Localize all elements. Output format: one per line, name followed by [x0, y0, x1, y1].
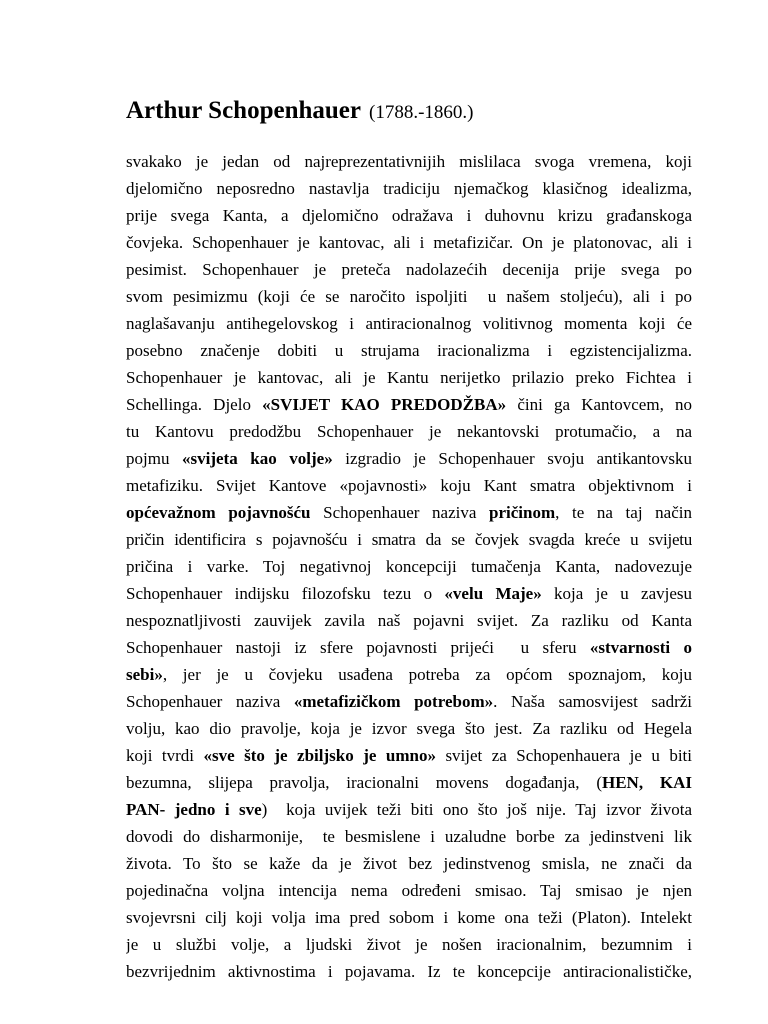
text-line: [126, 175, 692, 202]
text-segment: svijet za Schopenhauera je u biti: [435, 746, 692, 765]
text-line: [126, 769, 692, 796]
title-years: (1788.-1860.): [369, 102, 474, 123]
bold-text: «stvarnosti o: [589, 638, 692, 657]
text-line: [126, 283, 692, 310]
text-segment: života. To što se kaže da je život bez jedinstvenog smisla, ne znači da: [126, 854, 692, 873]
bold-text: HEN, KAI: [602, 773, 692, 792]
text-line: [126, 472, 692, 499]
text-segment: , jer je u čovjeku usađena potreba za općom spoznajom, koju: [162, 665, 692, 684]
text-segment: . Naša samosvijest sadrži: [493, 692, 692, 711]
bold-text: sebi»: [126, 665, 163, 684]
text-segment: posebno značenje dobiti u strujama iracionalizma i egzistencijalizma.: [126, 341, 692, 360]
text-line: [126, 553, 692, 580]
text-segment: prije svega Kanta, a djelomično odražava i duhovnu krizu građanskoga: [126, 206, 692, 225]
text-line: [126, 526, 692, 553]
text-segment: Schopenhauer indijsku filozofsku tezu o: [126, 584, 445, 603]
text-segment: metafiziku. Svijet Kantove «pojavnosti» koju Kant smatra objektivnom i: [126, 476, 692, 495]
text-segment: svom pesimizmu (koji će se naročito ispoljiti u našem stoljeću), ali i po: [126, 287, 692, 306]
text-line: [126, 310, 692, 337]
text-segment: svakako je jedan od najreprezentativnijih mislilaca svoga vremena, koji: [126, 152, 692, 171]
text-line: [126, 823, 692, 850]
text-line: [126, 418, 692, 445]
page-title: [126, 92, 473, 128]
text-segment: nespoznatljivosti zauvijek zavila naš pojavni svijet. Za razliku od Kanta: [126, 611, 692, 630]
text-line: [126, 580, 692, 607]
text-segment: izgradio je Schopenhauer svoju antikantovsku: [332, 449, 692, 468]
text-segment: koja je u zavjesu: [541, 584, 692, 603]
bold-text: općevažnom pojavnošću: [126, 503, 311, 522]
text-segment: koji tvrdi: [126, 746, 204, 765]
text-segment: naglašavanju antihegelovskog i antiracionalnog volitivnog momenta koji će: [126, 314, 692, 333]
text-segment: pojedinačna voljna intencija nema određeni smisao. Taj smisao je njen: [126, 881, 692, 900]
text-segment: svojevrsni cilj koji volja ima pred sobom i kome ona teži (Platon). Intelekt: [126, 908, 692, 927]
text-segment: pričina i varke. Toj negativnoj koncepciji tumačenja Kanta, nadovezuje: [126, 557, 692, 576]
text-segment: Schopenhauer naziva: [126, 692, 294, 711]
text-line: [126, 202, 692, 229]
text-segment: je u službi volje, a ljudski život je nošen iracionalnim, bezumnim i: [126, 935, 692, 954]
text-segment: Schellinga. Djelo: [126, 395, 263, 414]
text-segment: Schopenhauer nastoji iz sfere pojavnosti prijeći u sferu: [126, 638, 590, 657]
text-line: [126, 715, 692, 742]
text-segment: pričin identificira s pojavnošću i smatra da se čovjek svagda kreće u svijetu: [126, 530, 692, 549]
text-line: [126, 850, 692, 877]
text-segment: volju, kao dio pravolje, koja je izvor svega što jest. Za razliku od Hegela: [126, 719, 692, 738]
text-segment: , te na taj način: [555, 503, 692, 522]
text-line: [126, 499, 692, 526]
bold-text: «svijeta kao volje»: [182, 449, 333, 468]
text-segment: čini ga Kantovcem, no: [506, 395, 692, 414]
bold-text: «SVIJET KAO PREDODŽBA»: [262, 395, 507, 414]
text-line: [126, 877, 692, 904]
text-line: [126, 958, 692, 985]
text-segment: ) koja uvijek teži biti ono što još nije. Taj izvor života: [261, 800, 692, 819]
text-segment: pojmu: [126, 449, 183, 468]
text-line: [126, 904, 692, 931]
text-line: [126, 661, 692, 688]
text-line: [126, 337, 692, 364]
bold-text: «metafizičkom potrebom»: [293, 692, 494, 711]
text-line: [126, 634, 692, 661]
bold-text: pričinom: [489, 503, 556, 522]
text-line: [126, 931, 692, 958]
title-name: Arthur Schopenhauer: [126, 97, 361, 124]
text-segment: Schopenhauer je kantovac, ali je Kantu nerijetko prilazio preko Fichtea i: [126, 368, 692, 387]
bold-text: «sve što je zbiljsko je umno»: [203, 746, 436, 765]
text-segment: dovodi do disharmonije, te besmislene i uzaludne borbe za jedinstveni lik: [126, 827, 692, 846]
text-segment: djelomično neposredno nastavlja tradiciju njemačkog klasičnog idealizma,: [126, 179, 692, 198]
text-segment: bezvrijednim aktivnostima i pojavama. Iz te koncepcije antiracionalističke,: [126, 962, 692, 981]
text-segment: Schopenhauer naziva: [310, 503, 490, 522]
text-segment: bezumna, slijepa pravolja, iracionalni movens događanja, (: [126, 773, 602, 792]
text-segment: pesimist. Schopenhauer je preteča nadolazećih decenija prije svega po: [126, 260, 692, 279]
text-segment: tu Kantovu predodžbu Schopenhauer je nekantovski protumačio, a na: [126, 422, 692, 441]
text-line: [126, 391, 692, 418]
text-line: [126, 229, 692, 256]
text-line: [126, 148, 692, 175]
text-line: [126, 445, 692, 472]
text-line: [126, 364, 692, 391]
bold-text: PAN- jedno i sve: [126, 800, 262, 819]
text-line: [126, 256, 692, 283]
text-line: [126, 607, 692, 634]
text-line: [126, 796, 692, 823]
body-paragraph: [126, 148, 692, 985]
text-segment: čovjeka. Schopenhauer je kantovac, ali i metafizičar. On je platonovac, ali i: [126, 233, 692, 252]
text-line: [126, 742, 692, 769]
text-line: [126, 688, 692, 715]
bold-text: «velu Maje»: [444, 584, 542, 603]
